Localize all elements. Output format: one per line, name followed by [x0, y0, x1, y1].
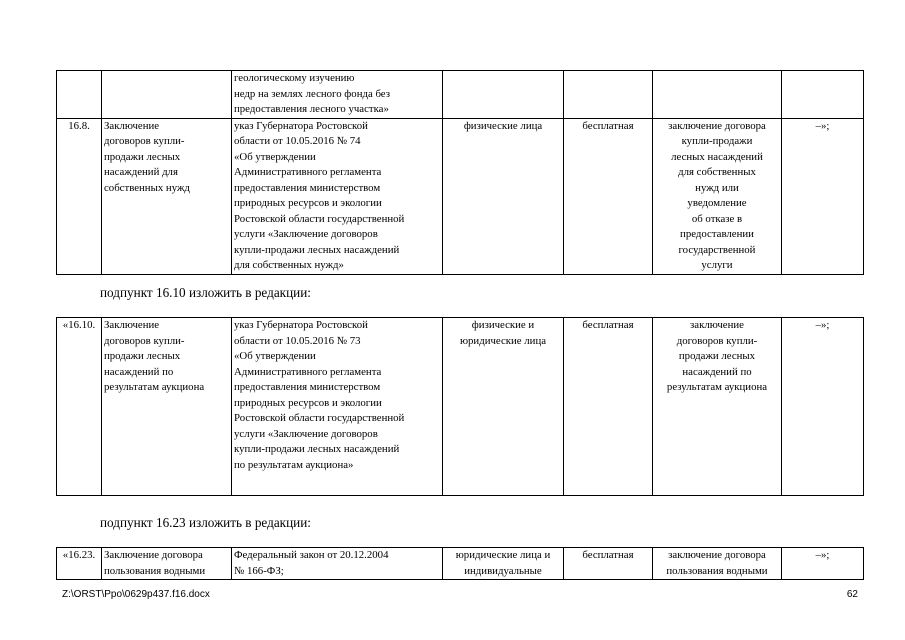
service-name: Заключение договора пользования водными — [102, 548, 232, 580]
term: –»; — [782, 318, 864, 496]
legal-basis: указ Губернатора Ростовской области от 10.05.2016 № 74 «Об утверждении Административного регламента предоставления министерством природных ресурсов и экологии Ростовской области государственной услуги «Заключение договоров купли-продажи лесных насаждений для собственных нужд» — [232, 118, 443, 274]
table-row-16-10 — [57, 318, 864, 496]
services-table-top — [56, 70, 864, 275]
services-table-16-10 — [56, 317, 864, 496]
row-number: 16.8. — [57, 118, 102, 274]
amendment-heading-16-23: подпункт 16.23 изложить в редакции: — [100, 515, 311, 530]
table-row-16-23 — [57, 548, 864, 580]
table-row-continuation — [57, 71, 864, 119]
services-table-16-23 — [56, 547, 864, 580]
service-result: заключение договора купли-продажи лесных насаждений для собственных нужд или уведомление об отказе в предоставлении государственной услуги — [653, 118, 782, 274]
service-name: Заключение договоров купли- продажи лесных насаждений по результатам аукциона — [102, 318, 232, 496]
service-result: заключение договора пользования водными — [653, 548, 782, 580]
cell-applicants — [443, 71, 564, 119]
applicants: физические и юридические лица — [443, 318, 564, 496]
service-name: Заключение договоров купли- продажи лесных насаждений для собственных нужд — [102, 118, 232, 274]
row-number: «16.23. — [57, 548, 102, 580]
cell-basis: геологическому изучению недр на землях лесного фонда без предоставления лесного участка» — [232, 71, 443, 119]
fee: бесплатная — [564, 548, 653, 580]
cell-result — [653, 71, 782, 119]
cell-fee — [564, 71, 653, 119]
legal-basis: Федеральный закон от 20.12.2004 № 166-ФЗ; — [232, 548, 443, 580]
row-number: «16.10. — [57, 318, 102, 496]
cell-num — [57, 71, 102, 119]
fee: бесплатная — [564, 118, 653, 274]
applicants: юридические лица и индивидуальные — [443, 548, 564, 580]
term: –»; — [782, 548, 864, 580]
footer-page-number: 62 — [846, 589, 858, 600]
table-row-16-8 — [57, 118, 864, 274]
fee: бесплатная — [564, 318, 653, 496]
applicants: физические лица — [443, 118, 564, 274]
cell-term — [782, 71, 864, 119]
service-result: заключение договоров купли- продажи лесных насаждений по результатам аукциона — [653, 318, 782, 496]
cell-name — [102, 71, 232, 119]
term: –»; — [782, 118, 864, 274]
amendment-heading-16-10: подпункт 16.10 изложить в редакции: — [100, 285, 311, 300]
legal-basis: указ Губернатора Ростовской области от 10.05.2016 № 73 «Об утверждении Административного регламента предоставления министерством природных ресурсов и экологии Ростовской области государственной услуги «Заключение договоров купли-продажи лесных насаждений по результатам аукциона» — [232, 318, 443, 496]
footer-file-path: Z:\ORST\Ppo\0629p437.f16.docx — [62, 589, 210, 600]
